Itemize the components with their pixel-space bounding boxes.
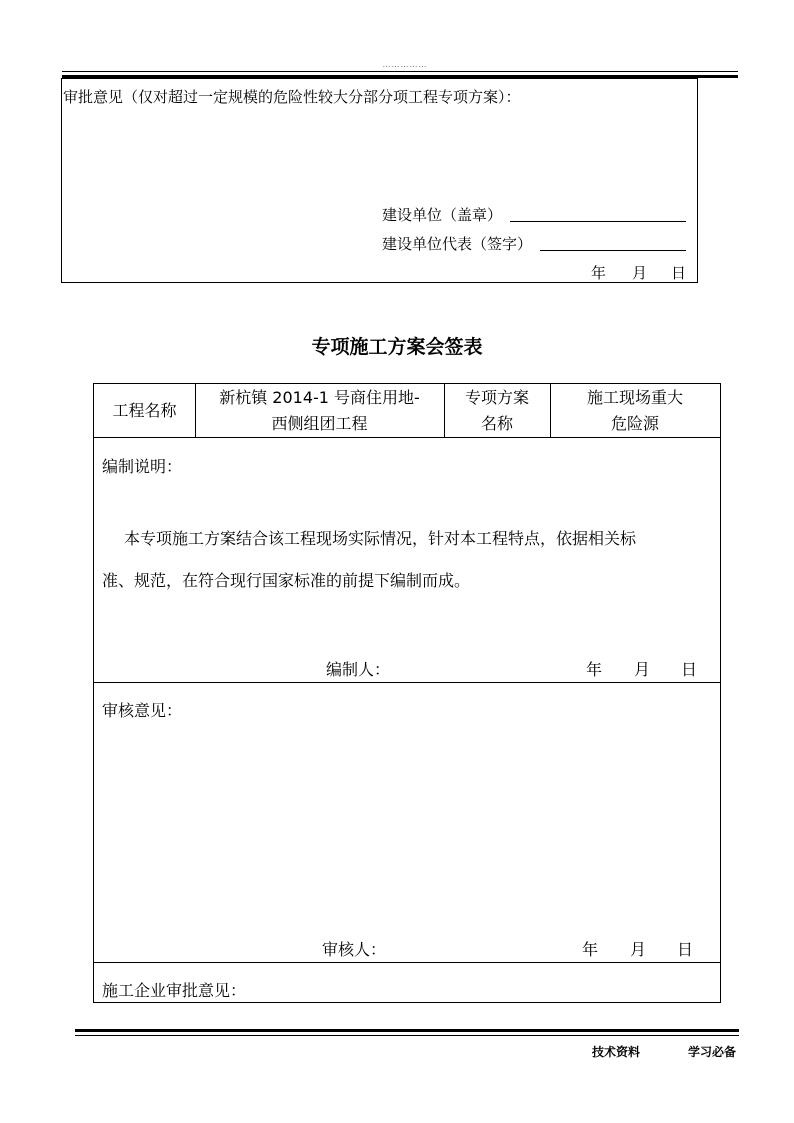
reviewer-label: 审核人：: [322, 940, 387, 959]
enterprise-approval-title: 施工企业审批意见：: [102, 981, 247, 1000]
date-year: 年: [591, 264, 607, 282]
row-divider-1: [94, 437, 720, 438]
review-date-month: 月: [630, 940, 647, 959]
footer-left-text: 技术资料: [592, 1045, 641, 1059]
compiler-label: 编制人：: [326, 660, 391, 679]
row-divider-2: [94, 682, 720, 683]
row-divider-3: [94, 962, 720, 963]
owner-seal-line[interactable]: [510, 221, 686, 222]
signoff-table: [93, 383, 721, 1003]
owner-seal-label: 建设单位（盖章）: [382, 206, 503, 224]
compile-title: 编制说明：: [102, 457, 183, 476]
form-title: 专项施工方案会签表: [311, 336, 483, 358]
date-day: 日: [671, 264, 687, 282]
owner-rep-label: 建设单位代表（签字）: [382, 235, 533, 253]
plan-name-label-line2: 名称: [480, 414, 513, 433]
hazard-label-line2: 危险源: [610, 414, 659, 433]
owner-rep-line[interactable]: [540, 250, 686, 251]
approval-title: 审批意见（仅对超过一定规模的危险性较大分部分项工程专项方案）：: [63, 88, 521, 106]
project-name-line1: 新杭镇 2014-1 号商住用地-: [219, 388, 420, 407]
project-name-label: 工程名称: [112, 401, 177, 420]
compile-text-line1: 本专项施工方案结合该工程现场实际情况，针对本工程特点，依据相关标: [124, 529, 637, 548]
date-month: 月: [632, 264, 648, 282]
compile-date-month: 月: [634, 660, 651, 679]
review-date-year: 年: [582, 940, 599, 959]
review-date-day: 日: [677, 940, 694, 959]
compile-date-year: 年: [586, 660, 603, 679]
review-title: 审核意见：: [102, 701, 183, 720]
footer-rule-thin: [75, 1035, 739, 1036]
project-name-line2: 西侧组团工程: [271, 414, 368, 433]
footer-rule-thick: [75, 1029, 739, 1032]
compile-text-line2: 准、规范，在符合现行国家标准的前提下编制而成。: [102, 571, 471, 590]
approval-box: [61, 78, 698, 283]
plan-name-label-line1: 专项方案: [464, 388, 529, 407]
header-rule-thin: [62, 71, 738, 72]
header-dots: ……………: [382, 60, 428, 69]
footer-right-text: 学习必备: [688, 1045, 737, 1059]
compile-date-day: 日: [681, 660, 698, 679]
hazard-label-line1: 施工现场重大: [586, 388, 683, 407]
